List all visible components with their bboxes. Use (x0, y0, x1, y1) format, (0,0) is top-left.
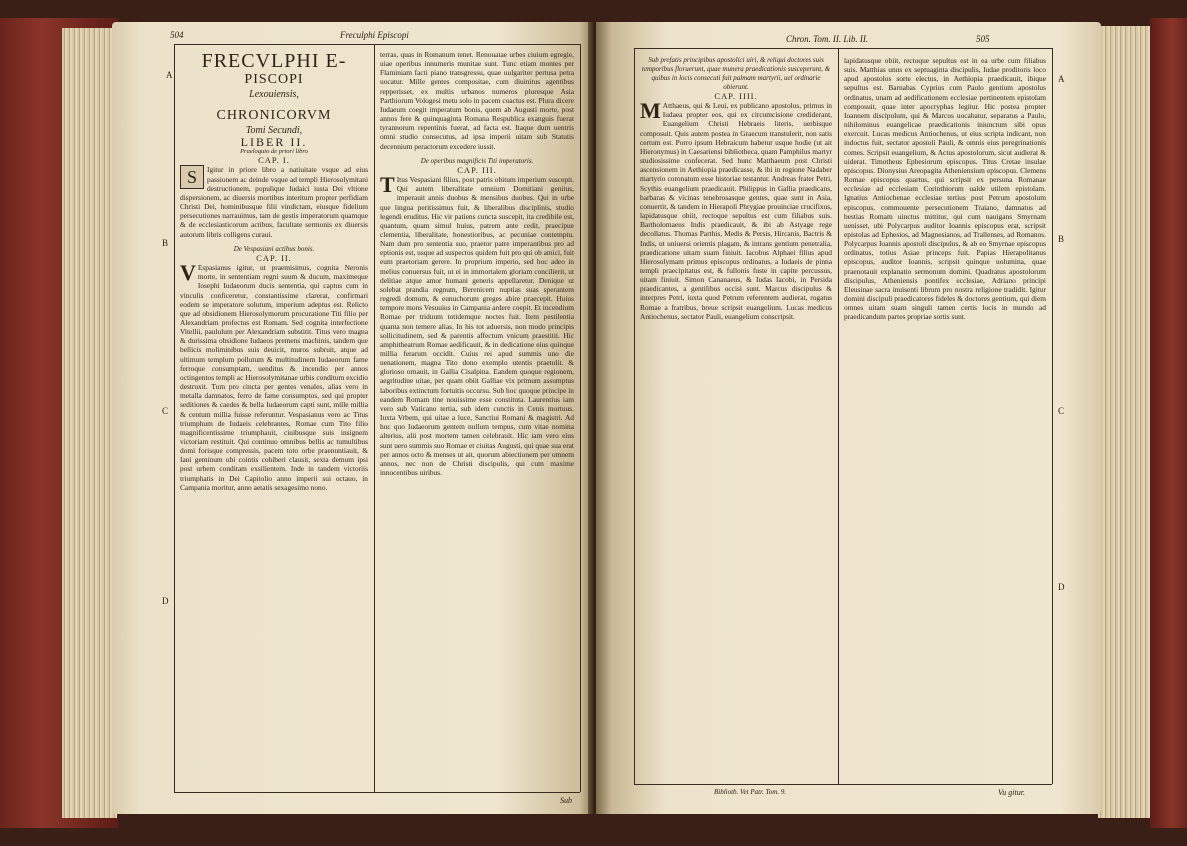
left-bottom-rule (174, 792, 580, 793)
right-frame-left (634, 48, 635, 784)
page-edges-left (62, 28, 117, 818)
right-column-2-text: lapidatusque obiit, rectoque sepultus est in ea urbe cum filiabus suis. Matthias unus ex septuaginta discipulis, Iudae proditoris loco apud apostolos sorte electus, in Aethiopia praedicauit, ibique sepultus est. Barnabas Cyprius cum Paulo gentium apostolus ordinatus, unam ad aedificationem ecclesiae pertinentem epistolam composuit, quae inter apocryphas legitur. Hic postea propter Ioannem discipulum, qui & Marcus uocabatur, separatus a Paulo, nihilominus euangelicae praedicationis iniunctum sibi opus exercuit. Lucas medicus Antiochenus, ut eius scripta indicant, non indoctus fuit, sectator apostoli Pauli, & omnis eius peregrinationis comes. Scripsit euangelium, & Actus apostolorum, sicut audierat & uiderat. Timotheus Ephesiorum episcopus. Titus Cretae insulae episcopus. Dionysius Areopagita Atheniensium episcopus. Clemens Romae episcopus quartus, qui scripsit ex persona Romanae ecclesiae ad ecclesiam Corinthiorum ualde utilem epistolam. Ignatius Antiochenae ecclesiae tertius post Petrum apostolum episcopus, commouente persecutionem Traiano, damnatus ad bestias Romam uinctus mittitur, qui cum nauigans Smyrnam uenisset, ubi Polycarpus auditor Ioannis episcopus erat, scripsit epistolas ad Ephesios, ad Magnesianos, ad Trallenses, ad Romanos. Polycarpus Ioannis apostoli discipulus, & ab eo Smyrnae episcopus ordinatus, totius Asiae princeps fuit. Papias Hierapolitanus episcopus, auditor Ioannis, scripsit quinque uolumina, quae praenotauit explanatio sermonum domini. Quadratus apostolorum discipulus, Atheniensis pontifex ecclesiae, Adriano principi Eleusinae sacra inuisenti librum pro nostra religione tradidit. Igitur domini discipuli praedicatores fideles & doctores gentium, qui diem omnes uitam suam singuli tamen certis locis in mundo ad praedicandum partes propriae sortis sunt. (844, 56, 1046, 322)
right-frame-right (1052, 48, 1053, 784)
title-line-3: Lexouiensis, (249, 89, 299, 100)
title-line-5: Tomi Secundi, (245, 125, 303, 136)
right-bottom-rule (634, 784, 1052, 785)
right-column-2 (844, 56, 1046, 780)
left-column-1 (180, 50, 368, 788)
chapter-1-heading: CAP. I. (258, 155, 290, 166)
right-page (596, 22, 1101, 814)
left-top-rule (174, 44, 580, 45)
chapter-3-text (380, 172, 574, 478)
left-catchword: Sub (560, 796, 572, 805)
chapter-2-heading: CAP. II. (256, 252, 292, 263)
chapter-4-text (640, 98, 832, 321)
title-line-2: PISCOPI (244, 72, 304, 87)
left-page-number: 504 (170, 30, 184, 40)
chapter-2-text (180, 260, 368, 492)
left-frame-left (174, 44, 175, 792)
drop-cap-v: V (180, 260, 196, 286)
left-margin-letter-c: C (162, 406, 169, 416)
title-line-1: FRECVLPHI E- (201, 50, 347, 72)
right-catchword: Vu gitur. (998, 788, 1025, 797)
chapter-3-note: De operibus magnificis Titi imperatoris. (420, 156, 534, 165)
title-line-4: CHRONICORVM (216, 108, 332, 123)
right-top-rule (634, 48, 1052, 49)
signature-line: Bibliotb. Vet Patr. Tom. 9. (714, 788, 787, 796)
left-frame-right (580, 44, 581, 792)
drop-cap-t: T (380, 172, 395, 198)
left-margin-letter-b: B (162, 238, 169, 248)
chapter-2-note: De Vespasiani actibus bonis. (233, 244, 315, 253)
right-margin-letter-b: B (1058, 234, 1065, 244)
drop-cap-m: M (640, 98, 661, 124)
right-margin-letter-d: D (1058, 582, 1065, 592)
liber-heading: LIBER II. (240, 135, 308, 149)
right-running-head: Chron. Tom. II. Lib. II. (786, 34, 869, 44)
left-page (112, 22, 594, 814)
page-edges-right (1098, 26, 1156, 818)
left-column-2 (380, 50, 574, 788)
chapter-1-text (180, 165, 368, 238)
chapter-4-body: Atthaeus, qui & Leui, ex publicano apostolus, primus in Iudaea propter eos, qui ex circumcisione crediderant, Euangelium Christi Hebraeis literis, uerbisque composuit. Quis autem postea in Graecum transtulerit, non satis certum est. Porro ipsum Hebraicum habetur usque hodie (ut ait Hieronymus) in Caesariensi bibliotheca, quam Pamphilus martyr studiosissime confecerat. Sed hunc Matthaeum post Christi ascensionem in Aethiopia praedicasse, & ibi in regione Nadaber martyrio coronatum esse historiae testantur. Andreas frater Petri, Scythis euangelium praedicauit. Philippus in Gallia praedicans, barbaras & vicinas tenebrosasque gentes, quae sunt in Asia, conuertit, & tandem in Hierapoli Phrygiae prouinciae crucifixus, lapidatusque obiit, rectoque sepultus est cum filiabus suis. Bartholomaeus Indis praedicauit, & ibi ab Astyage rege decollatus. Thomas Parthis, Medis & Persis, Hircanis, Bactris & Indis, ut uniuersi orientis plagam, & intrans gentium penetralia, praedicatione uitam suam finiuit. Iacobus Alphaei filius apud Hierosolymam primus episcopus ordinatus, a Iudaeis de pinna templi praecipitatus est, & fullonis fuste in capite percussus, uitam finiuit. Simon Cananaeus, & Iudas Iacobi, in Persida praedicantes, a gentilibus occisi sunt. Marcus discipulus & interpres Petri, iuxta quod Petrum referentem audierat, rogatus Romae a fratribus, breue scripsit euangelium. Lucas medicus Antiochenus, sectator Pauli, euangelium conscripsit. (640, 101, 832, 321)
chapter-2-body: Espasianus igitur, ut praemisimus, cognita Neronis morte, in sententiam regni suum & ducum, maximeque Iosephi Iudaeorum ducis sententia, qui captus cum in vinculis conficeretur, constantissime clarerat, confirmari eodem se imperatore solutum, imperium adeptus est. Relicto que ad obsidionem Hierosolymorum procuratione Titi filio per Alexandriam profectus est Romam. Sed cognita interfectione Vitellii, paululum per Alexandriam substitit. Titus vero magna & durissima obsidione Iudaeos premens machinis, tandem que bellicis moliminibus suis deuicit, muros subruit, atque ad ultimum templum pollutum & multitudinem Iudaeorum fame ferroque consumptam, uenditus & incendio per annos octingentos templi ac Hierosolymitanae urbis conditum excidio destruxit. Tum pro cincta per gentes venales, alias vero in metalla damnatos, ferro de fame consumptos, sed qui propter seditiones & caedes & bella Iudaeorum capti sunt, mille millia & centum millia fuisse referuntur. Vespasianus vero ac Titus triumphum de Iudaeis celebrantes, Romae cum Tito filio magnificentissime triumphauit, ciuibusque suis insignem victoriam restituit. Qui continuo omnibus bellis ac tumultibus domi forisque compressis, pacem toto orbe praenuntiauit, & Iani geminum ubi cointis cohiberi clausit, sexta demum ipsi post urbem conditam exsilientem. Inde in tandem victoriis triumphatis in Dei Capitolio anno imperii sui octauo, in Campania moritur, anno aetatis sexagesimo nono. (180, 263, 368, 492)
chapter-1-body: Igitur in priore libro a natiuitate vsque ad eius passionem ac deinde vsque ad templi Hierosolymitani destructionem, populique Iudaici iusta Dei vltione dispersionem, ac diuersis mortibus interitum propter perfidiam Christi Dei, hominibusque filii vindictam, eiusque fidelium persecutiones narrauimus, tam de gestis imperatorum quamque & de ecclesiasticorum actibus, facultate sermonis ex diuersis autorum libris colligens curaui. (180, 165, 368, 239)
column-2-top-text: terras, quas in Romanum tenet. Renouatae urbes ciuium egregie, uiae operibus innumeris munitae sunt. Tunc etiam montes per Flaminiam facti piano transgressu, quae uulgariter pertusa petra uocatur. Mille gentes compositae, cum diuinitus agentibus repperisset, ex multis urbanos numeros pluresque Asia Parthiorum Vologesi metu solo in pacem coactus est. Plura dicere Iudaeum coegit imperatum bonis, quem ab Augusti morte, post annos fere & quinquaginta Romana Respublica exanguis fuerat tyrannorum repentinis fuerat, ad facta est. Itaque dum uentris omni studio consecutus, ad ipsa imperii uitam sub Statutis decennium peractorum excedere iussit. (380, 50, 574, 151)
right-margin-letter-a: A (1058, 74, 1065, 84)
chapter-4-note: Sub prefatis principibus apostolici uiri, & reliqui doctores suis temporibus floruerunt, quae munera praedicationis susceperunt, & quibus in locis consecuti fuit palmam martyrii, uel ordinarie obierunt. (641, 56, 831, 91)
left-margin-letter-d: D (162, 596, 169, 606)
left-running-head: Freculphi Episcopi (340, 30, 409, 40)
chapter-4-heading: CAP. IIII. (714, 91, 758, 101)
left-column-divider (374, 44, 375, 792)
right-margin-letter-c: C (1058, 406, 1065, 416)
chapter-3-body: Itus Vespasiani filius, post patris obitum imperium suscepit. Qui autem liberalitate omnium Domitiani genitus, imperauit annis duobus & mensibus duobus. Qui in urbe que lingua peritissimus fuit, & liberalibus disciplinis, studio legendi eruditus. Hic vir patiens cuncta suscepit, ita credibile est, quantum, quam simul huius, patrem ante cedit, praecipue clementia, liberalitate, honestioribus, ac pecuniae contemptu. Nam dum pro sententia suo, praetor patre imperantibus pro ad eptionis est, usque ad suspectos quidem fuit pro qui ob amici, fuit eum praetoriam gerere. In proprium imperio, sed hoc adeo in melius conuersus fuit, ut ei in immortalem gloriam concilierit, ut delitiae atque amor humani generis appellaretur. Denique ut solebat prandia regnum, Berenicem nuptias suas sperantem regredi domum, & eunuchorum greges abire praecepit. Huius tempore mons Vesuuius in Campania ardere coepit. Et incendium Romae per triduum totidemque noctes fuit. Item pestilentia quanta non temere alias. In his tot aduersis, non modo principis sollicitudinem, sed & parentis affectum vnicum praestitit. Hic amphitheatrum Romae aedificauit, & in dedicatione eius quinque millia ferarum occidit. Cuius rei apud summis uno die uenationem, magna Tito dono exemplo utentis praetulit. & glorioso ornauit, in Gallia Cisalpina. Eandem quoque regionem, aegritudine uitae, per quam obiit Galliae vix primum assumptus laboribus extinctum fortuitis occursu. Sub hoc quoque principe in eandem Romam tine nouissime esse constituta. Laurentius iam vero sub Vaticano tertia, sub idem cunctis in Cenis mortuus. Iuxta Vrbem, qui uitae a luce, Sanctiui Romani & magistri. Ad huc quo Iudaeorum gentem nullum tempus, cum vitae nomina alterius, alii post mortem tamen celebrauit. Hic iam vero eius sunt uero summis suo Romae et ciuitas Augusti, qui quae sua erat per annos octo & menses ut ait, quorum abiectionem per omnem annos, nec non de Christi discipulis, qui cum maxime innocentibus uiribus. (380, 175, 574, 478)
drop-cap-s: S (180, 165, 204, 189)
chapter-3-heading: CAP. III. (457, 164, 497, 175)
book-cover-right (1150, 18, 1187, 828)
right-column-divider (838, 48, 839, 784)
right-page-number: 505 (976, 34, 990, 44)
liber-note: Praeloquio de priori libro (240, 148, 308, 156)
right-column-1 (640, 56, 832, 780)
left-margin-letter-a: A (166, 70, 173, 80)
